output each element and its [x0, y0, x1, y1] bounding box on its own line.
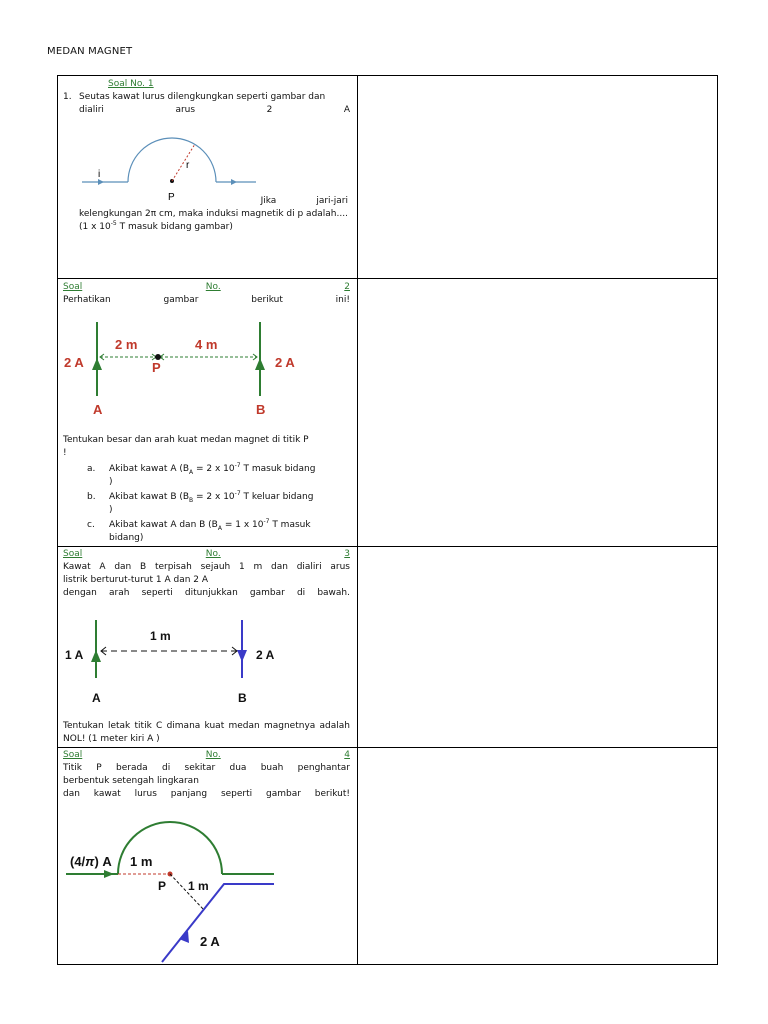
label-a: A [92, 691, 101, 705]
question-text: NOL! (1 meter kiri A ) [63, 734, 160, 744]
label-arc-current: (4/π) A [70, 854, 112, 869]
question-4 [63, 749, 350, 801]
label-p: P [152, 360, 161, 375]
column-divider [357, 75, 358, 965]
question-header: Soal No. 4 [63, 750, 350, 760]
row-divider [57, 747, 718, 748]
label-i: i [98, 169, 101, 180]
question-text: Kawat A dan B terpisah sejauh 1 m dan dialiri arus [63, 562, 350, 572]
label-distance: 1 m [188, 879, 209, 893]
question-3 [63, 548, 350, 600]
question-text: listrik berturut-turut 1 A dan 2 A [63, 575, 209, 585]
label-current-b: 2 A [256, 648, 275, 662]
current-arrow [92, 358, 102, 370]
question-text: Perhatikan gambar berikut ini! [63, 295, 350, 305]
current-arrow [231, 179, 237, 185]
label-b: B [238, 691, 247, 705]
question-3-task [63, 720, 350, 746]
question-text: Tentukan besar dan arah kuat medan magnet di titik P [63, 435, 309, 445]
label-line-current: 2 A [200, 934, 220, 949]
label-p: P [158, 879, 167, 893]
label-current-b: 2 A [275, 355, 295, 370]
list-item: b. Akibat kawat B ($B_B = 2$ x $10^{-7}$ T keluar bidang ) [87, 490, 314, 515]
label-current-a: 1 A [65, 648, 84, 662]
radius-line [172, 144, 195, 181]
current-arrow [104, 870, 114, 878]
wire-arc [128, 138, 216, 182]
current-arrow [255, 358, 265, 370]
question-1-continued [63, 195, 350, 234]
label-radius: 1 m [130, 854, 153, 869]
label-distance-1: 2 m [115, 337, 138, 352]
label-current-a: 2 A [64, 355, 84, 370]
label-distance-2: 4 m [195, 337, 218, 352]
label-a: A [93, 402, 103, 417]
row-divider [57, 278, 718, 279]
question-2-task [63, 434, 350, 547]
question-header: Soal No. 3 [63, 549, 350, 559]
question-header: Soal No. 2 [63, 282, 350, 292]
answer-note: (1 x $10^{-5}$ T masuk bidang gambar) [79, 220, 233, 232]
label-r: r [186, 160, 190, 171]
figure-two-wires [60, 318, 310, 423]
list-item: a. Akibat kawat A ($B_A = 2$ x $10^{-7}$ T masuk bidang ) [87, 462, 316, 487]
straight-wire [162, 884, 274, 962]
current-arrow-up [91, 650, 101, 662]
question-2 [63, 281, 350, 307]
question-text: Jika jari-jari [260, 196, 348, 206]
page-title: MEDAN MAGNET [47, 46, 133, 57]
label-p: P [168, 192, 175, 203]
question-text: dialiri arus 2 A [79, 105, 350, 115]
question-text: berbentuk setengah lingkaran [63, 776, 199, 786]
figure-semicircle-and-line [62, 812, 302, 964]
question-1 [63, 78, 350, 117]
current-arrow-down [237, 650, 247, 662]
label-b: B [256, 402, 266, 417]
question-text: ! [63, 448, 67, 458]
question-text: dan kawat lurus panjang seperti gambar berikut! [63, 789, 350, 799]
question-header: Soal No. 1 [108, 79, 154, 89]
label-distance: 1 m [150, 629, 171, 643]
question-text: kelengkungan 2π cm, maka induksi magnetik di p adalah.... [79, 209, 348, 219]
question-text: dengan arah seperti ditunjukkan gambar di bawah. [63, 588, 350, 598]
question-number: 1. [63, 92, 72, 102]
question-text: Seutas kawat lurus dilengkungkan seperti gambar dan [79, 92, 326, 102]
figure-opposite-currents [60, 616, 300, 708]
list-item: c. Akibat kawat A dan B ($B_A = 1$ x $10^{-7}$ T masuk bidang) [87, 518, 311, 543]
answer-list [63, 463, 350, 545]
question-text: Tentukan letak titik C dimana kuat medan magnetnya adalah [63, 721, 350, 731]
question-text: Titik P berada di sekitar dua buah penghantar [63, 763, 350, 773]
